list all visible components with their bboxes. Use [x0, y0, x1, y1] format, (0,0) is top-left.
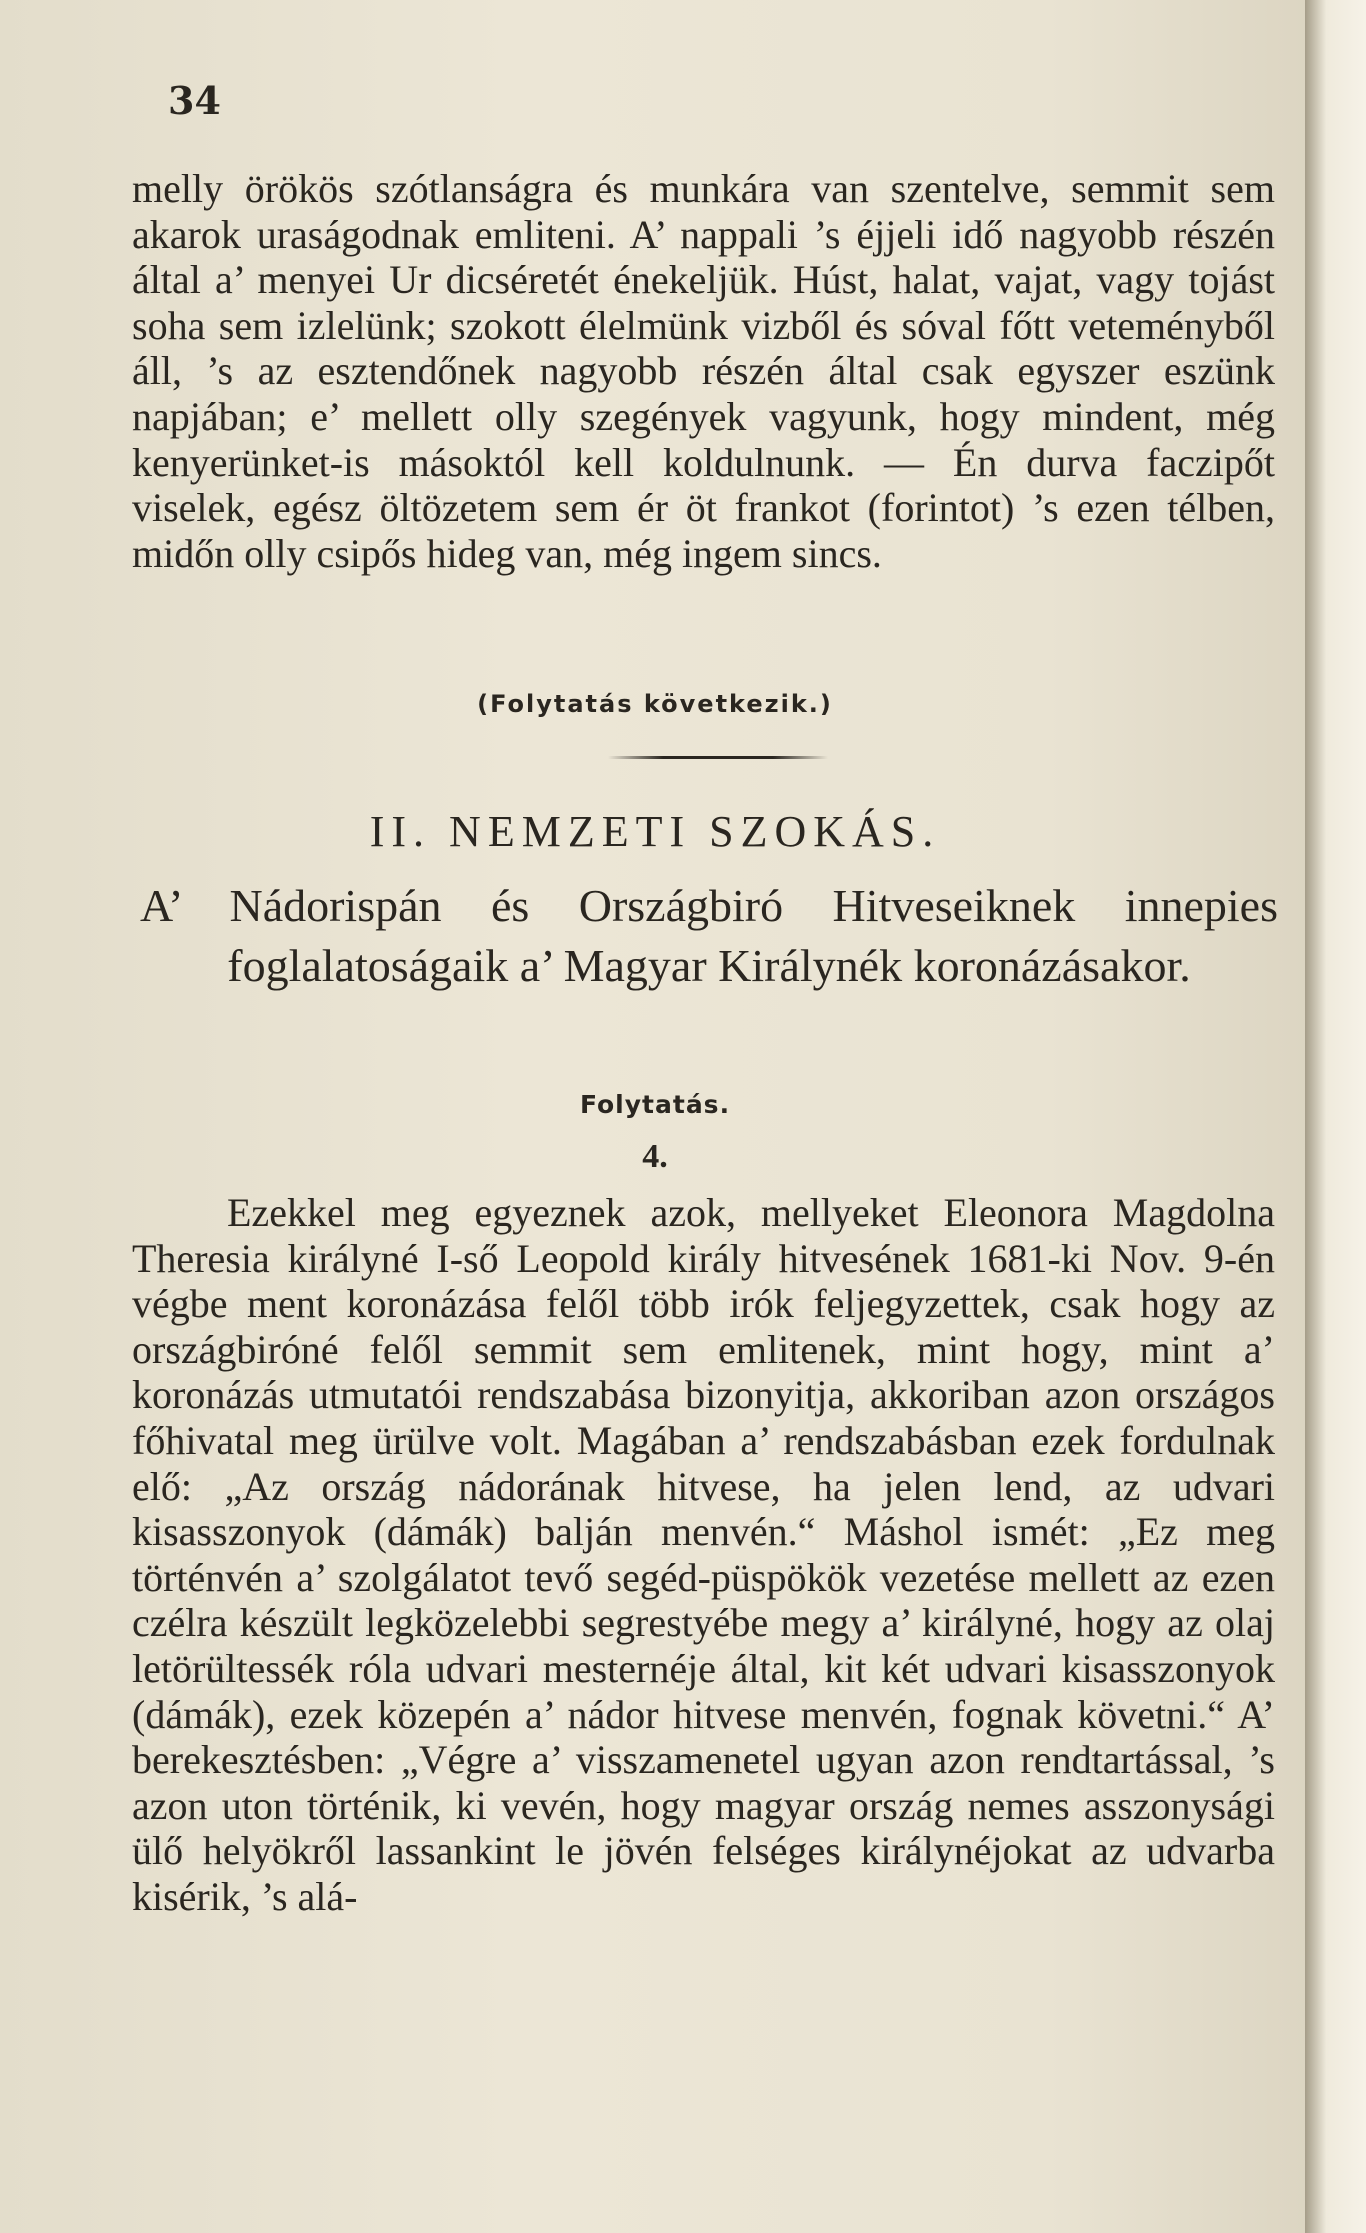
- section-divider: [608, 756, 828, 759]
- body-paragraph-2: [132, 1190, 1275, 1920]
- paragraph-text: Ezekkel meg egyeznek azok, mellyeket Eleonora Magdolna Theresia királyné I-ső Leopold király hitvesének 1681-ki Nov. 9-én végbe ment koronázása felől több irók feljegyzettek, csak hogy az országbiróné felől semmit sem emlitenek, mint hogy, mint a’ koronázás utmutatói rendszabása bizonyitja, akkoriban azon országos főhivatal meg ürülve volt. Magában a’ rendszabásban ezek fordulnak elő: „Az ország nádorának hitvese, ha jelen lend, az udvari kisasszonyok (dámák) balján menvén.“ Máshol ismét: „Ez meg történvén a’ szolgálatot tevő segéd-püspökök vezetése mellett az ezen czélra készült legközelebbi segrestyébe megy a’ királyné, hogy az olaj letörültessék róla udvari mesternéje által, kit két udvari kisasszonyok (dámák), ezek közepén a’ nádor hitvese menvén, fognak követni.“ A’ berekesztésben: „Végre a’ visszamenetel ugyan azon rendtartással, ’s azon uton történik, ki vevén, hogy magyar ország nemes asszonysági ülő helyökről lassankint le jövén felséges királynéjokat az udvarba kisérik, ’s alá-: [132, 1190, 1275, 1919]
- continuation-label: Folytatás.: [579, 1090, 731, 1119]
- paragraph-text: melly örökös szótlanságra és munkára van szentelve, semmit sem akarok uraságodnak emliteni. A’ nappali ’s éjjeli idő nagyobb részén által a’ menyei Ur dicséretét énekeljük. Húst, halat, vajat, vagy tojást soha sem izlelünk; szokott élelmünk vizből és sóval főtt veteményből áll, ’s az esztendőnek nagyobb részén által csak egyszer eszünk napjában; e’ mellett olly szegények vagyunk, hogy mindent, még kenyerünket-is másoktól kell koldulnunk. — Én durva faczipőt viselek, egész öltözetem sem ér öt frankot (forintot) ’s ezen télben, midőn olly csipős hideg van, még ingem sincs.: [132, 166, 1275, 576]
- continued-note: (Folytatás következik.): [477, 690, 833, 718]
- page-number: 34: [168, 78, 221, 123]
- article-title: A’ Nádorispán és Országbiró Hitveseiknek innepies foglalatoságaik a’ Magyar Királynék koronázásakor.: [140, 880, 1278, 991]
- page-edge: [1305, 0, 1366, 2233]
- body-paragraph-1: [132, 166, 1275, 576]
- section-heading: II. NEMZETI SZOKÁS.: [369, 807, 941, 856]
- section-number: 4.: [642, 1138, 668, 1175]
